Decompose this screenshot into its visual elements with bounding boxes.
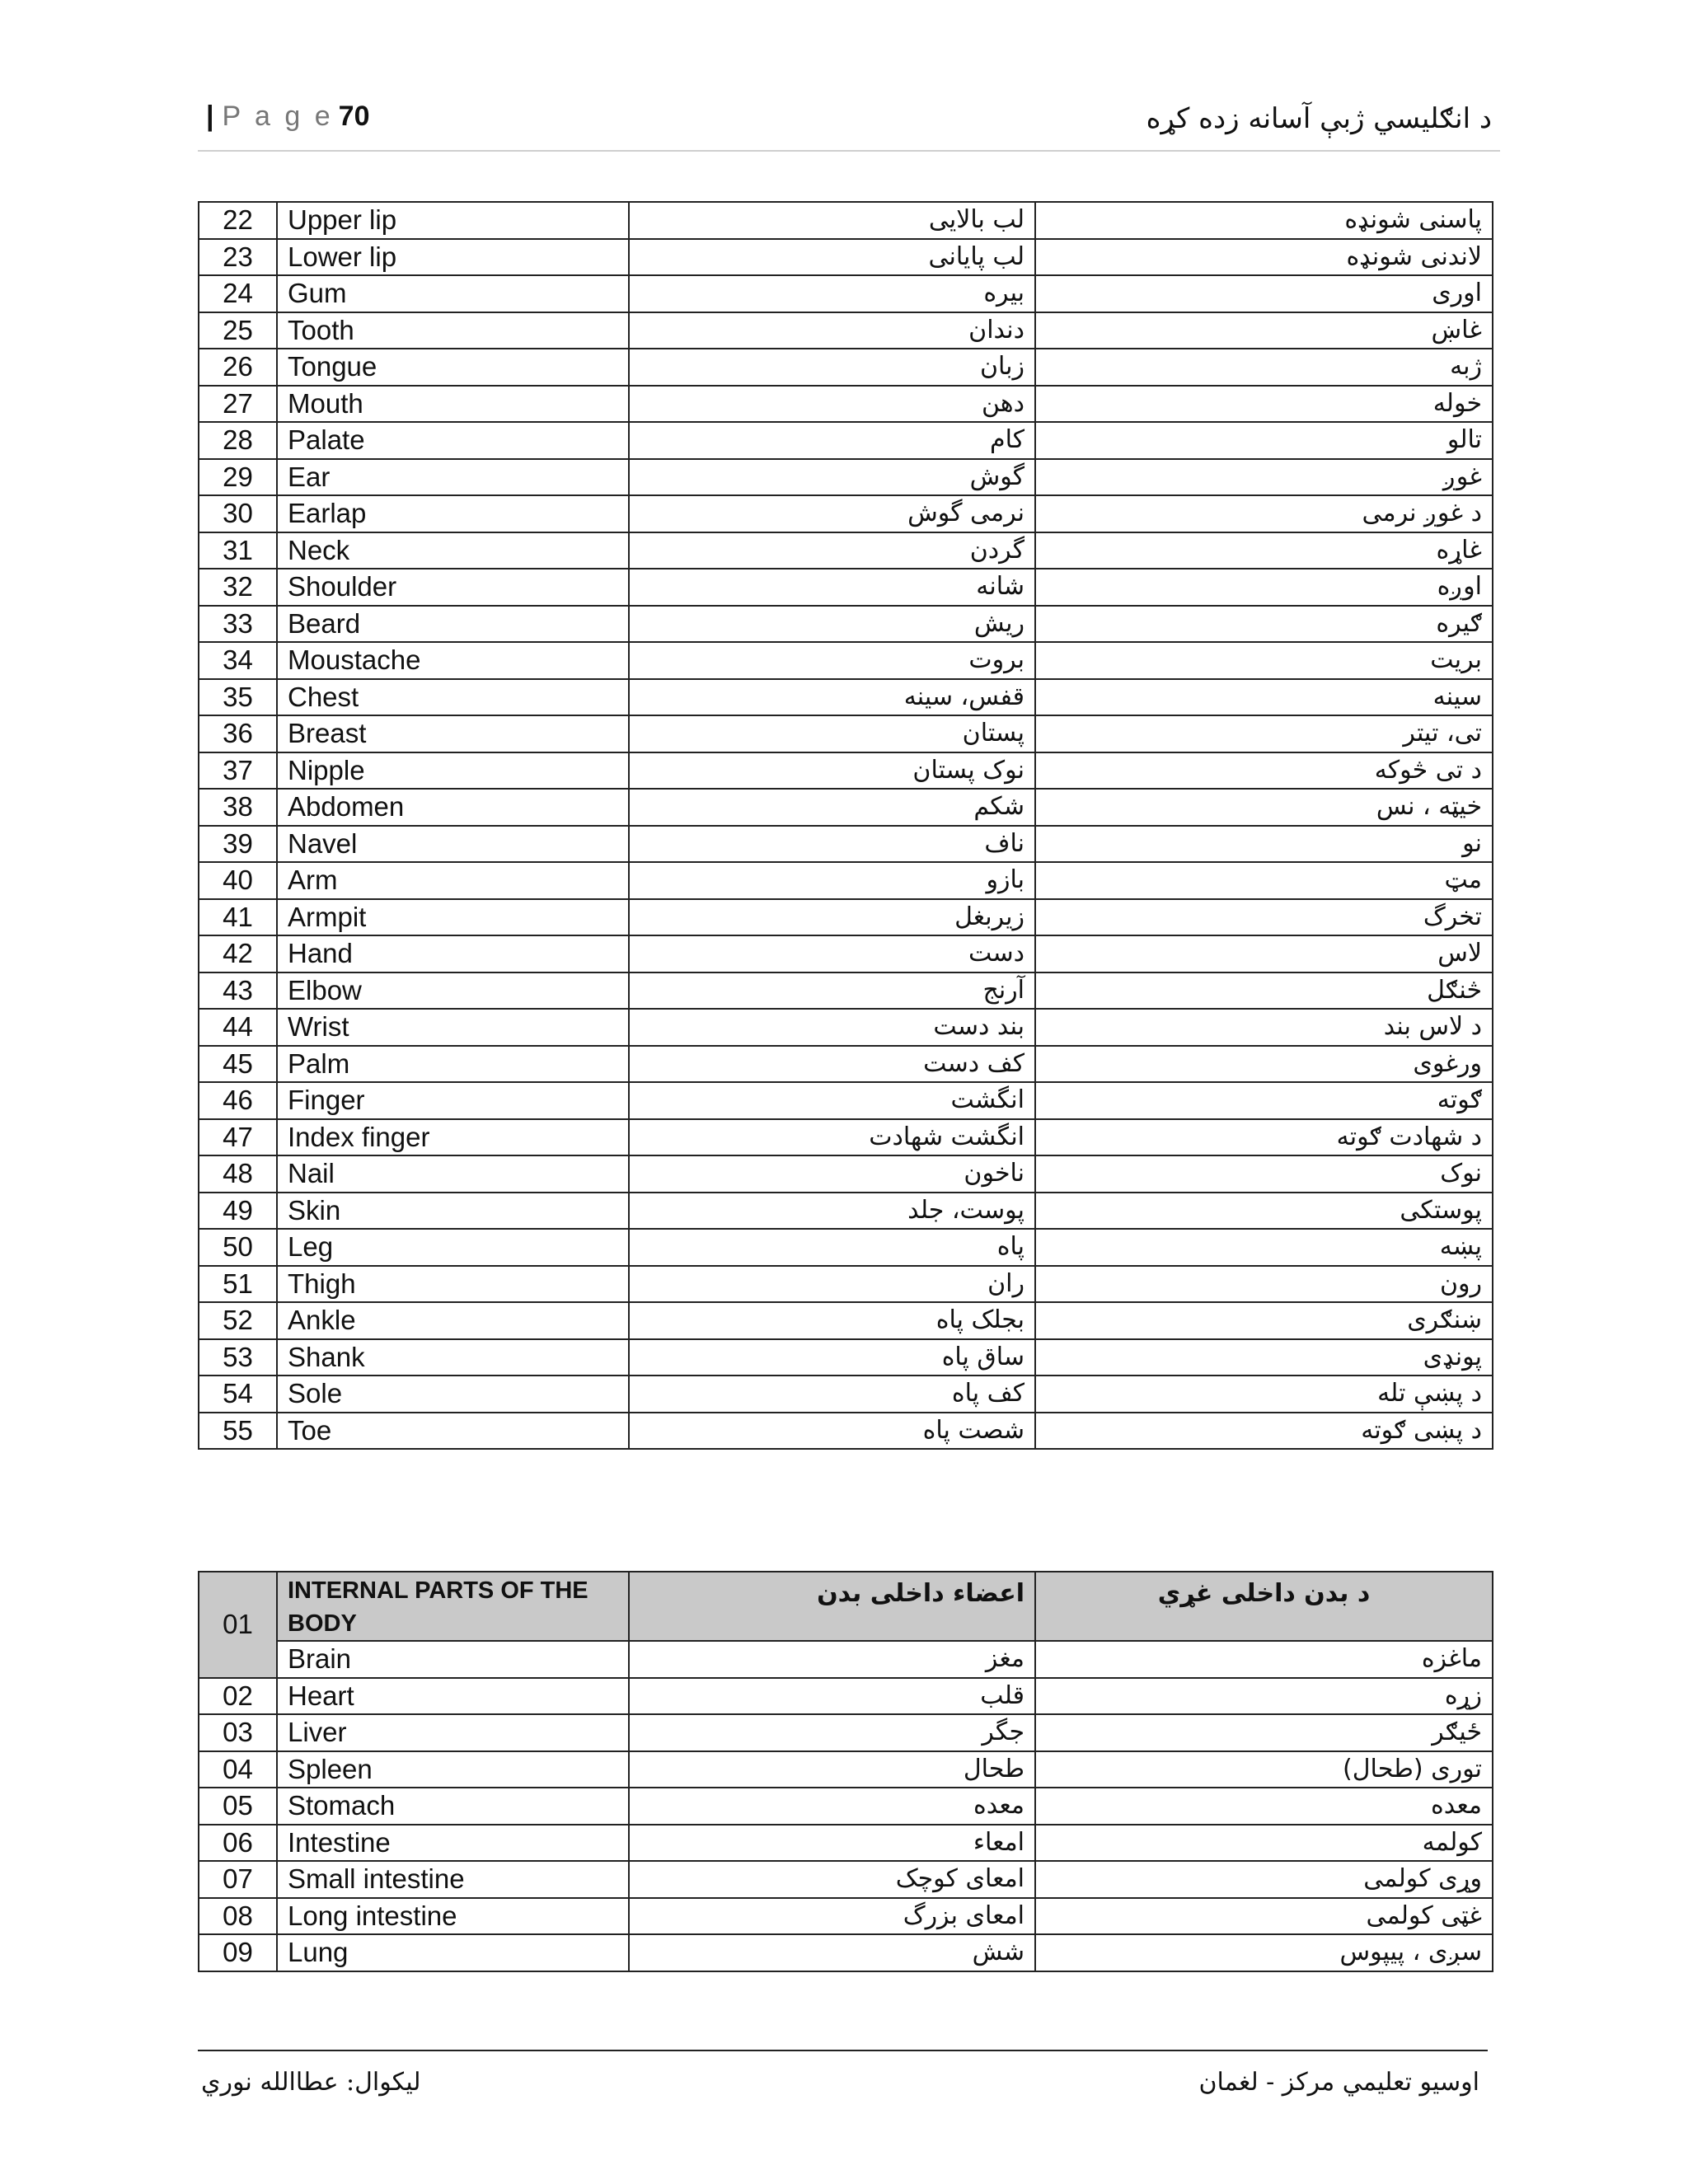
row-number: 04 <box>199 1751 277 1788</box>
table-row <box>199 275 1493 312</box>
table-row <box>199 899 1493 936</box>
english-term: Beard <box>277 606 629 643</box>
dari-term: بازو <box>629 862 1035 899</box>
row-number: 29 <box>199 459 277 496</box>
heading-english: INTERNAL PARTS OF THE BODY <box>277 1572 629 1641</box>
dari-term: جگر <box>629 1714 1035 1751</box>
row-number: 28 <box>199 422 277 459</box>
english-term: Upper lip <box>277 202 629 239</box>
page-number: 70 <box>338 101 370 132</box>
table-row <box>199 1861 1493 1898</box>
table-row <box>199 1339 1493 1376</box>
table-row <box>199 972 1493 1010</box>
table-row <box>199 679 1493 716</box>
pashto-term: وړی کولمی <box>1035 1861 1493 1898</box>
pashto-term: لاندنی شونډه <box>1035 239 1493 276</box>
table-heading-row <box>199 1572 1493 1641</box>
table-row <box>199 239 1493 276</box>
dari-term: امعاء <box>629 1825 1035 1862</box>
table-row <box>199 495 1493 532</box>
row-number: 22 <box>199 202 277 239</box>
table-row <box>199 1714 1493 1751</box>
dari-term: پاه <box>629 1229 1035 1266</box>
english-term: Index finger <box>277 1119 629 1156</box>
dari-term: ران <box>629 1266 1035 1303</box>
pashto-term: تی، تیتر <box>1035 715 1493 752</box>
pashto-term: د غوږ نرمی <box>1035 495 1493 532</box>
row-number: 30 <box>199 495 277 532</box>
pashto-term: اوږه <box>1035 569 1493 606</box>
row-number: 38 <box>199 789 277 826</box>
dari-term: بجلک پاه <box>629 1302 1035 1339</box>
english-term: Lung <box>277 1934 629 1971</box>
table-row <box>199 1678 1493 1715</box>
pashto-term: خوله <box>1035 386 1493 423</box>
english-term: Mouth <box>277 386 629 423</box>
english-term: Brain <box>277 1641 629 1678</box>
pashto-term: نو <box>1035 826 1493 863</box>
english-term: Arm <box>277 862 629 899</box>
english-term: Skin <box>277 1193 629 1230</box>
dari-term: گوش <box>629 459 1035 496</box>
dari-term: دست <box>629 935 1035 972</box>
row-number: 36 <box>199 715 277 752</box>
english-term: Moustache <box>277 642 629 679</box>
pashto-term: ګوته <box>1035 1082 1493 1119</box>
row-number: 01 <box>199 1572 277 1678</box>
pashto-term: بریت <box>1035 642 1493 679</box>
pashto-term: څنګل <box>1035 972 1493 1010</box>
table-row <box>199 1641 1493 1678</box>
vocabulary-table-internal <box>198 1571 1493 1972</box>
row-number: 40 <box>199 862 277 899</box>
table-row <box>199 1898 1493 1935</box>
table-row <box>199 1302 1493 1339</box>
english-term: Hand <box>277 935 629 972</box>
row-number: 41 <box>199 899 277 936</box>
book-title: د انګلیسي ژبې آسانه زده کړه <box>1146 102 1492 135</box>
footer-institution: اوسیو تعلیمي مرکز - لغمان <box>1198 2068 1479 2097</box>
table-row <box>199 386 1493 423</box>
pashto-term: زړه <box>1035 1678 1493 1715</box>
table-row <box>199 752 1493 790</box>
pashto-term: غاړه <box>1035 532 1493 569</box>
pashto-term: ښنګری <box>1035 1302 1493 1339</box>
page-header <box>198 99 1500 152</box>
row-number: 27 <box>199 386 277 423</box>
table-row <box>199 715 1493 752</box>
english-term: Spleen <box>277 1751 629 1788</box>
pashto-term: سږی ، پیپوس <box>1035 1934 1493 1971</box>
pashto-term: غټی کولمی <box>1035 1898 1493 1935</box>
row-number: 55 <box>199 1413 277 1450</box>
row-number: 45 <box>199 1046 277 1083</box>
row-number: 07 <box>199 1861 277 1898</box>
row-number: 50 <box>199 1229 277 1266</box>
table-row <box>199 1229 1493 1266</box>
row-number: 34 <box>199 642 277 679</box>
dari-term: دندان <box>629 312 1035 349</box>
pashto-term: پاسنی شونډه <box>1035 202 1493 239</box>
dari-term: شکم <box>629 789 1035 826</box>
table-row <box>199 1193 1493 1230</box>
table-row <box>199 642 1493 679</box>
row-number: 05 <box>199 1788 277 1825</box>
pashto-term: سینه <box>1035 679 1493 716</box>
english-term: Lower lip <box>277 239 629 276</box>
pashto-term: خیټه ، نس <box>1035 789 1493 826</box>
row-number: 26 <box>199 349 277 386</box>
row-number: 46 <box>199 1082 277 1119</box>
pashto-term: پښه <box>1035 1229 1493 1266</box>
english-term: Stomach <box>277 1788 629 1825</box>
english-term: Long intestine <box>277 1898 629 1935</box>
table-row <box>199 1082 1493 1119</box>
pashto-term: د لاس بند <box>1035 1009 1493 1046</box>
row-number: 06 <box>199 1825 277 1862</box>
english-term: Palate <box>277 422 629 459</box>
row-number: 39 <box>199 826 277 863</box>
pashto-term: د پښی ګوته <box>1035 1413 1493 1450</box>
english-term: Abdomen <box>277 789 629 826</box>
table-row <box>199 422 1493 459</box>
table-row <box>199 1376 1493 1413</box>
dari-term: ریش <box>629 606 1035 643</box>
row-number: 03 <box>199 1714 277 1751</box>
pashto-term: لاس <box>1035 935 1493 972</box>
row-number: 02 <box>199 1678 277 1715</box>
table-row <box>199 606 1493 643</box>
row-number: 51 <box>199 1266 277 1303</box>
pashto-term: معده <box>1035 1788 1493 1825</box>
dari-term: بیره <box>629 275 1035 312</box>
table-row <box>199 1155 1493 1193</box>
pashto-term: غاښ <box>1035 312 1493 349</box>
english-term: Ear <box>277 459 629 496</box>
english-term: Wrist <box>277 1009 629 1046</box>
pashto-term: غوږ <box>1035 459 1493 496</box>
row-number: 08 <box>199 1898 277 1935</box>
english-term: Finger <box>277 1082 629 1119</box>
english-term: Earlap <box>277 495 629 532</box>
english-term: Tongue <box>277 349 629 386</box>
dari-term: زیربغل <box>629 899 1035 936</box>
dari-term: پوست، جلد <box>629 1193 1035 1230</box>
pashto-term: کولمه <box>1035 1825 1493 1862</box>
row-number: 52 <box>199 1302 277 1339</box>
english-term: Sole <box>277 1376 629 1413</box>
english-term: Neck <box>277 532 629 569</box>
table-row <box>199 1413 1493 1450</box>
dari-term: شانه <box>629 569 1035 606</box>
english-term: Leg <box>277 1229 629 1266</box>
pashto-term: د تی څوکه <box>1035 752 1493 790</box>
dari-term: بند دست <box>629 1009 1035 1046</box>
pashto-term: د پښې تله <box>1035 1376 1493 1413</box>
row-number: 25 <box>199 312 277 349</box>
row-number: 33 <box>199 606 277 643</box>
dari-term: شش <box>629 1934 1035 1971</box>
dari-term: کف پاه <box>629 1376 1035 1413</box>
english-term: Breast <box>277 715 629 752</box>
dari-term: امعای بزرگ <box>629 1898 1035 1935</box>
pashto-term: پوستکی <box>1035 1193 1493 1230</box>
vocabulary-table-external <box>198 201 1493 1450</box>
english-term: Palm <box>277 1046 629 1083</box>
heading-pashto: د بدن داخلی غړي <box>1035 1572 1493 1641</box>
page-word: P a g e <box>222 101 334 132</box>
row-number: 54 <box>199 1376 277 1413</box>
dari-term: نوک پستان <box>629 752 1035 790</box>
table-row <box>199 532 1493 569</box>
page-separator: | <box>206 101 214 132</box>
dari-term: طحال <box>629 1751 1035 1788</box>
pashto-term: ماغزه <box>1035 1641 1493 1678</box>
dari-term: ناف <box>629 826 1035 863</box>
pashto-term: نوک <box>1035 1155 1493 1193</box>
dari-term: کام <box>629 422 1035 459</box>
table-row <box>199 862 1493 899</box>
page-footer <box>198 2050 1488 2097</box>
dari-term: آرنج <box>629 972 1035 1010</box>
row-number: 49 <box>199 1193 277 1230</box>
dari-term: لب بالایی <box>629 202 1035 239</box>
english-term: Thigh <box>277 1266 629 1303</box>
row-number: 42 <box>199 935 277 972</box>
table-row <box>199 935 1493 972</box>
english-term: Armpit <box>277 899 629 936</box>
dari-term: ساق پاه <box>629 1339 1035 1376</box>
pashto-term: اوری <box>1035 275 1493 312</box>
table-row <box>199 459 1493 496</box>
pashto-term: توری (طحال) <box>1035 1751 1493 1788</box>
dari-term: انگشت <box>629 1082 1035 1119</box>
english-term: Shank <box>277 1339 629 1376</box>
table-row <box>199 312 1493 349</box>
pashto-term: ځیګر <box>1035 1714 1493 1751</box>
page-number-label <box>206 101 369 133</box>
dari-term: گردن <box>629 532 1035 569</box>
english-term: Shoulder <box>277 569 629 606</box>
dari-term: قفس، سینه <box>629 679 1035 716</box>
table-row <box>199 1751 1493 1788</box>
dari-term: شصت پاه <box>629 1413 1035 1450</box>
english-term: Elbow <box>277 972 629 1010</box>
row-number: 32 <box>199 569 277 606</box>
english-term: Heart <box>277 1678 629 1715</box>
table-row <box>199 1825 1493 1862</box>
pashto-term: تالو <box>1035 422 1493 459</box>
footer-author: لیکوال: عطاالله نوري <box>201 2068 421 2097</box>
dari-term: نرمی گوش <box>629 495 1035 532</box>
heading-dari: اعضاء داخلی بدن <box>629 1572 1035 1641</box>
table-row <box>199 1934 1493 1971</box>
dari-term: معده <box>629 1788 1035 1825</box>
row-number: 09 <box>199 1934 277 1971</box>
row-number: 35 <box>199 679 277 716</box>
dari-term: امعای کوچک <box>629 1861 1035 1898</box>
table-row <box>199 1788 1493 1825</box>
row-number: 24 <box>199 275 277 312</box>
pashto-term: رون <box>1035 1266 1493 1303</box>
english-term: Chest <box>277 679 629 716</box>
dari-term: مغز <box>629 1641 1035 1678</box>
pashto-term: پونډی <box>1035 1339 1493 1376</box>
english-term: Tooth <box>277 312 629 349</box>
english-term: Liver <box>277 1714 629 1751</box>
table-row <box>199 349 1493 386</box>
table-row <box>199 1119 1493 1156</box>
table-row <box>199 202 1493 239</box>
english-term: Ankle <box>277 1302 629 1339</box>
dari-term: دهن <box>629 386 1035 423</box>
english-term: Navel <box>277 826 629 863</box>
english-term: Nail <box>277 1155 629 1193</box>
english-term: Toe <box>277 1413 629 1450</box>
dari-term: بروت <box>629 642 1035 679</box>
english-term: Nipple <box>277 752 629 790</box>
table-row <box>199 569 1493 606</box>
dari-term: قلب <box>629 1678 1035 1715</box>
english-term: Intestine <box>277 1825 629 1862</box>
row-number: 53 <box>199 1339 277 1376</box>
row-number: 23 <box>199 239 277 276</box>
dari-term: لب پایانی <box>629 239 1035 276</box>
pashto-term: د شهادت ګوته <box>1035 1119 1493 1156</box>
table-row <box>199 789 1493 826</box>
pashto-term: ګیره <box>1035 606 1493 643</box>
dari-term: زبان <box>629 349 1035 386</box>
table-row <box>199 1266 1493 1303</box>
row-number: 37 <box>199 752 277 790</box>
dari-term: ناخون <box>629 1155 1035 1193</box>
pashto-term: مټ <box>1035 862 1493 899</box>
pashto-term: ژبه <box>1035 349 1493 386</box>
english-term: Gum <box>277 275 629 312</box>
table-row <box>199 1046 1493 1083</box>
dari-term: کف دست <box>629 1046 1035 1083</box>
row-number: 31 <box>199 532 277 569</box>
row-number: 47 <box>199 1119 277 1156</box>
row-number: 44 <box>199 1009 277 1046</box>
english-term: Small intestine <box>277 1861 629 1898</box>
dari-term: انگشت شهادت <box>629 1119 1035 1156</box>
pashto-term: ورغوی <box>1035 1046 1493 1083</box>
table-row <box>199 826 1493 863</box>
table-row <box>199 1009 1493 1046</box>
dari-term: پستان <box>629 715 1035 752</box>
row-number: 48 <box>199 1155 277 1193</box>
pashto-term: تخرگ <box>1035 899 1493 936</box>
row-number: 43 <box>199 972 277 1010</box>
